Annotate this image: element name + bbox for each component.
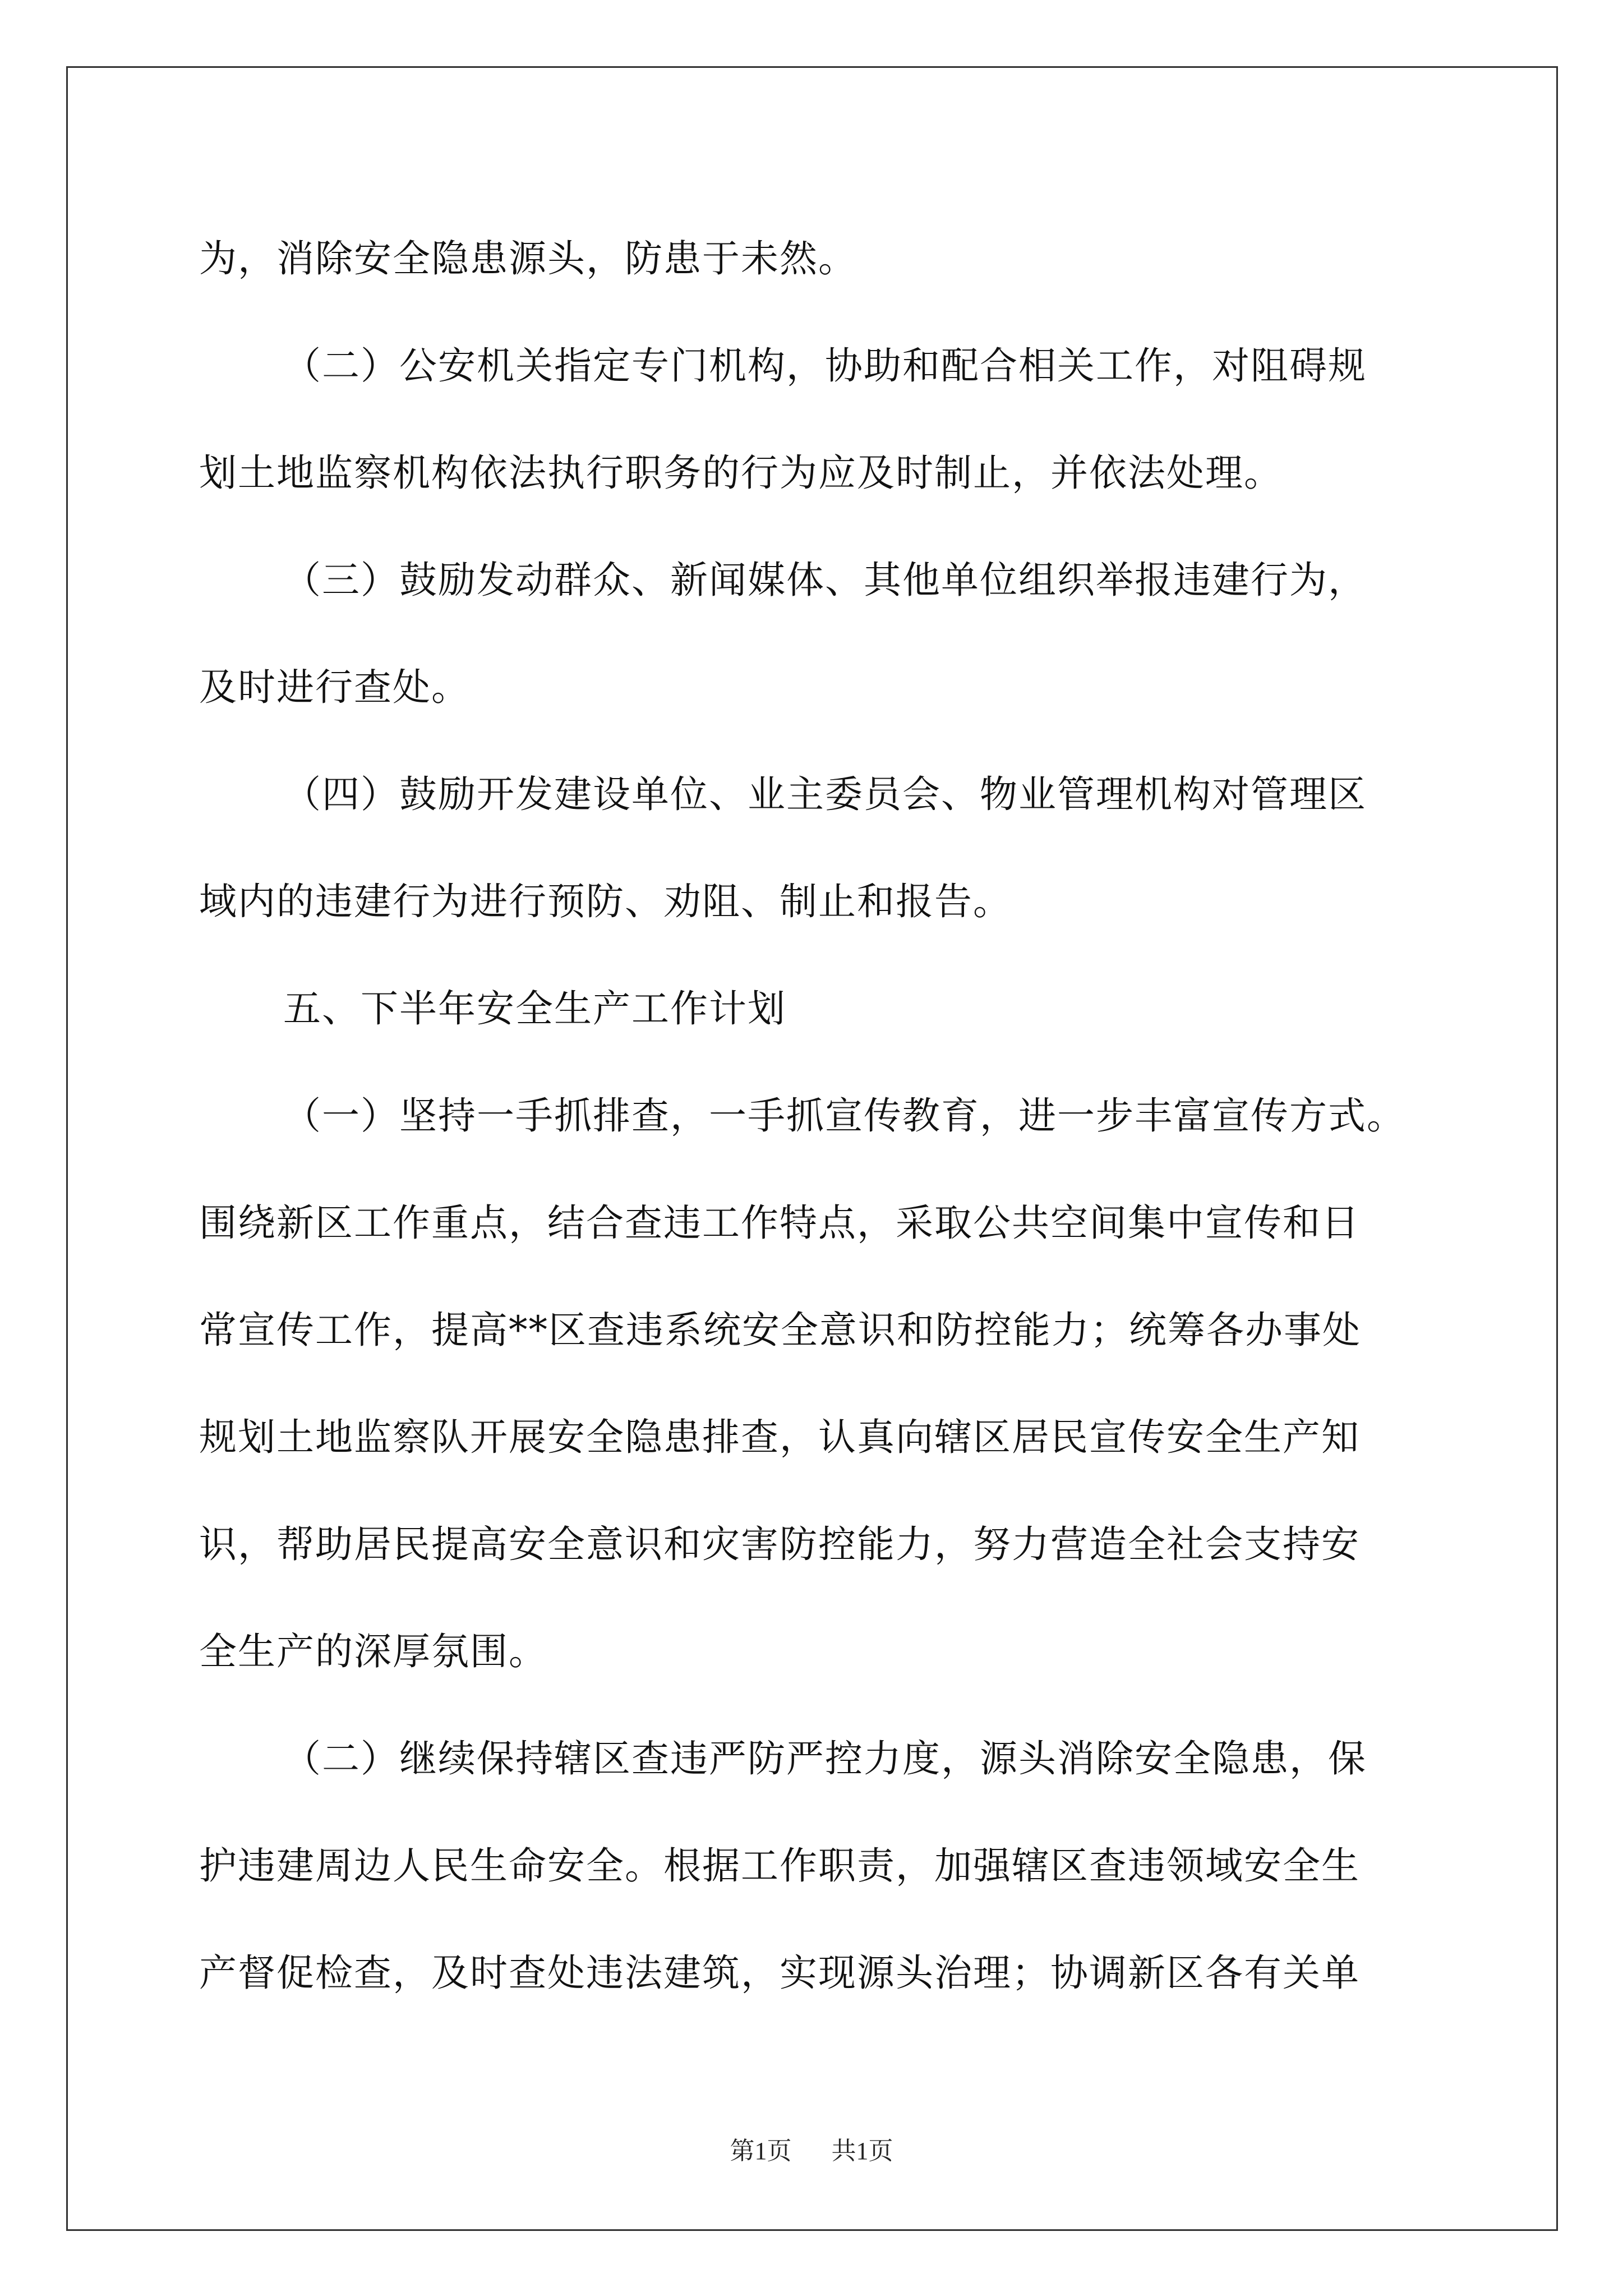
text-line: 划土地监察机构依法执行职务的行为应及时制止，并依法处理。 [199, 451, 1283, 495]
section-heading: 五、下半年安全生产工作计划 [283, 987, 786, 1030]
text-line: 为，消除安全隐患源头，防患于未然。 [199, 237, 857, 280]
text-line: （四）鼓励开发建设单位、业主委员会、物业管理机构对管理区 [283, 772, 1367, 816]
text-line: 规划土地监察队开展安全隐患排查，认真向辖区居民宣传安全生产知 [199, 1415, 1360, 1459]
text-line: （二）继续保持辖区查违严防严控力度，源头消除安全隐患，保 [283, 1737, 1367, 1780]
text-line: 产督促检查，及时查处违法建筑，实现源头治理；协调新区各有关单 [199, 1951, 1360, 1995]
text-line: 及时进行查处。 [199, 665, 470, 709]
page-footer [0, 2131, 1623, 2166]
text-line: （一）坚持一手抓排查，一手抓宣传教育，进一步丰富宣传方式。 [283, 1094, 1405, 1138]
text-line: 识，帮助居民提高安全意识和灾害防控能力，努力营造全社会支持安 [199, 1522, 1360, 1566]
text-line: （三）鼓励发动群众、新闻媒体、其他单位组织举报违建行为， [283, 558, 1367, 602]
document-body [199, 205, 1433, 2027]
text-line: 围绕新区工作重点，结合查违工作特点，采取公共空间集中宣传和日 [199, 1201, 1360, 1245]
page-number-total: 共1页 [831, 2137, 893, 2165]
text-line: 域内的违建行为进行预防、劝阻、制止和报告。 [199, 880, 1012, 923]
text-line: 全生产的深厚氛围。 [199, 1630, 547, 1673]
text-line: 护违建周边人民生命安全。根据工作职责，加强辖区查违领域安全生 [199, 1844, 1360, 1888]
page-number-current: 第1页 [730, 2137, 792, 2165]
text-line: 常宣传工作，提高**区查违系统安全意识和防控能力；统筹各办事处 [199, 1308, 1361, 1352]
text-line: （二）公安机关指定专门机构，协助和配合相关工作，对阻碍规 [283, 344, 1367, 388]
